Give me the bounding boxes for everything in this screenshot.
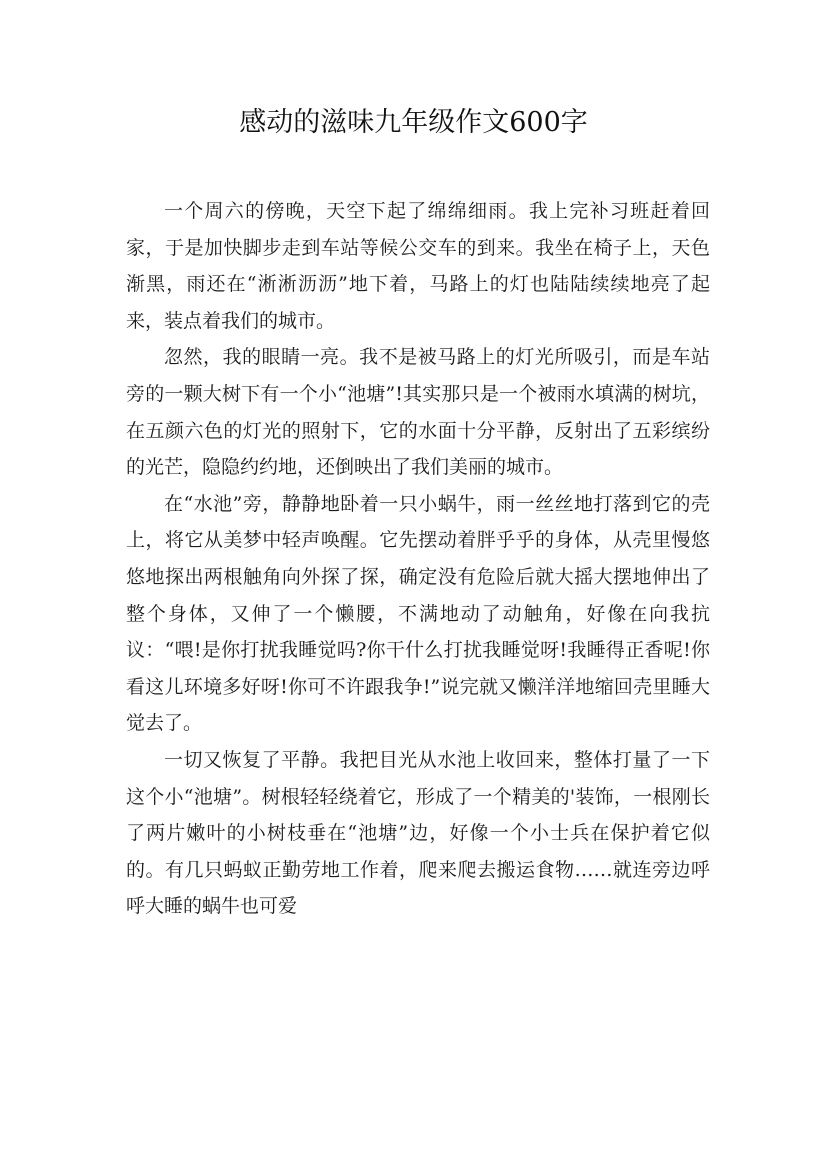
paragraph: 忽然，我的眼睛一亮。我不是被马路上的灯光所吸引，而是车站旁的一颗大树下有一个小“池塘”!其实那只是一个被雨水填满的树坑，在五颜六色的灯光的照射下，它的水面十分平静，反射出了五彩缤纷的光芒，隐隐约约地，还倒映出了我们美丽的城市。 [126, 346, 710, 479]
document-title: 感动的滋味九年级作文600字 [239, 107, 588, 138]
document-body [126, 193, 710, 925]
paragraph: 一个周六的傍晚，天空下起了绵绵细雨。我上完补习班赶着回家，于是加快脚步走到车站等候公交车的到来。我坐在椅子上，天色渐黑，雨还在“淅淅沥沥”地下着，马路上的灯也陆陆续续地亮了起来，装点着我们的城市。 [126, 200, 710, 332]
paragraph: 在“水池”旁，静静地卧着一只小蜗牛，雨一丝丝地打落到它的壳上，将它从美梦中轻声唤醒。它先摆动着胖乎乎的身体，从壳里慢悠悠地探出两根触角向外探了探，确定没有危险后就大摇大摆地伸出了整个身体，又伸了一个懒腰，不满地动了动触角，好像在向我抗议：“喂!是你打扰我睡觉吗?你干什么打扰我睡觉呀!我睡得正香呢!你看这儿环境多好呀!你可不许跟我争!”说完就又懒洋洋地缩回壳里睡大觉去了。 [126, 492, 710, 735]
paragraph: 一切又恢复了平静。我把目光从水池上收回来，整体打量了一下这个小“池塘”。树根轻轻绕着它，形成了一个精美的'装饰，一根刚长了两片嫩叶的小树枝垂在“池塘”边，好像一个小士兵在保护着它似的。有几只蚂蚁正勤劳地工作着，爬来爬去搬运食物……就连旁边呼呼大睡的蜗牛也可爱 [126, 748, 710, 918]
